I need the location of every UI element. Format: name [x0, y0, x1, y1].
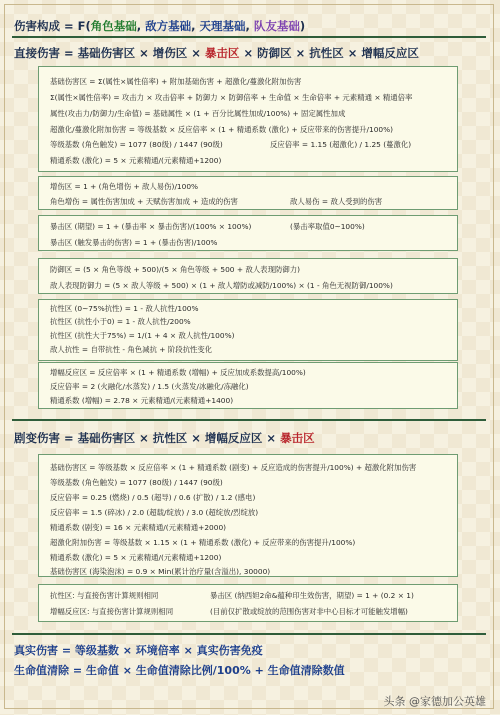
formula-line: 反应倍率 = 0.25 (燃烧) / 0.5 (超导) / 0.6 (扩散) / 1.2 (感电) [50, 493, 256, 502]
separator [12, 36, 486, 38]
formula-line: 抗性区 (0~75%抗性) = 1 - 敌人抗性/100% [50, 304, 199, 313]
formula-line: 敌人抗性 = 自带抗性 - 角色减抗 + 阶段抗性变化 [50, 345, 213, 354]
formula-line: 精通系数 (激化) = 5 × 元素精通/(元素精通+1200) [50, 156, 222, 165]
header-part-teammate: 队友基础 [253, 19, 300, 33]
watermark: 头条 @家德加公英雄 [383, 695, 486, 708]
formula-line: 精通系数 (剧变) = 16 × 元素精通/(元素精通+2000) [50, 523, 227, 532]
formula-line: 增幅反应区 = 反应倍率 × (1 + 精通系数 (增幅) + 反应加成系数提高/100%) [50, 368, 306, 377]
formula-line: 抗性区: 与直接伤害计算规则相同 [50, 591, 159, 600]
formula-line: (暴击率取值0~100%) [290, 222, 365, 231]
formula-line: 精通系数 (增幅) = 2.78 × 元素精通/(元素精通+1400) [50, 396, 234, 405]
direct-title-part-c: × 防御区 × 抗性区 × 增幅反应区 [239, 46, 419, 60]
formula-line: 反应倍率 = 1.5 (碎冰) / 2.0 (超载/绽放) / 3.0 (超绽放/烈绽放) [50, 508, 259, 517]
transformative-damage-title [14, 430, 315, 446]
direct-damage-title [14, 45, 419, 61]
formula-line: 暴击区 (期望) = 1 + (暴击率 × 暴击伤害)/(100% × 100%) [50, 222, 252, 231]
header-part-character: 角色基础 [90, 19, 137, 33]
formula-line: 超激化/蔓激化附加伤害 = 等级基数 × 反应倍率 × (1 + 精通系数 (激化) + 反应带来的伤害提升/100%) [50, 125, 394, 134]
formula-line: 抗性区 (抗性大于75%) = 1/(1 + 4 × 敌人抗性/100%) [50, 331, 235, 340]
transform-title-part-a: 剧变伤害 = 基础伤害区 × 抗性区 × 增幅反应区 × [14, 431, 281, 445]
transform-title-crit: 暴击区 [280, 431, 315, 445]
formula-line: 抗性区 (抗性小于0) = 1 - 敌人抗性/200% [50, 317, 191, 326]
formula-line: 等级基数 (角色触发) = 1077 (80级) / 1447 (90级) [50, 478, 223, 487]
formula-line: 暴击区 (纳西妲2命&蕴种印生效伤害，期望) = 1 + (0.2 × 1) [210, 591, 414, 600]
formula-line: 基础伤害区 (海染泡沫) = 0.9 × Min(累计治疗量(含溢出), 30000) [50, 567, 271, 576]
separator [12, 419, 486, 421]
formula-line: Σ(属性×属性倍率) = 攻击力 × 攻击倍率 + 防御力 × 防御倍率 + 生命值 × 生命倍率 + 元素精通 × 精通倍率 [50, 93, 413, 102]
formula-line: 属性(攻击力/防御力/生命值) = 基础属性 × (1 + 百分比属性加成/100%) + 固定属性加成 [50, 109, 346, 118]
formula-line: 暴击区 (触发暴击的伤害) = 1 + (暴击伤害)/100% [50, 238, 218, 247]
formula-line: (目前仅扩散或绽放的范围伤害对非中心目标才可能触发增幅) [210, 607, 408, 616]
formula-line: 敌人表现防御力 = (5 × 敌人等级 + 500) × (1 + 敌人增防或减防/100%) × (1 - 角色无视防御/100%) [50, 281, 393, 290]
header-prefix: 伤害构成 = F( [14, 19, 91, 33]
formula-line: 反应倍率 = 1.15 (超激化) / 1.25 (蔓激化) [270, 140, 412, 149]
direct-title-crit: 暴击区 [204, 46, 240, 60]
formula-line: 敌人易伤 = 敌人受到的伤害 [290, 197, 383, 206]
formula-line: 等级基数 (角色触发) = 1077 (80级) / 1447 (90级) [50, 140, 223, 149]
header-part-enemy: 敌方基础 [145, 19, 192, 33]
formula-line: 增幅反应区: 与直接伤害计算规则相同 [50, 607, 174, 616]
formula-line: 基础伤害区 = Σ(属性×属性倍率) + 附加基础伤害 + 超激化/蔓激化附加伤害 [50, 77, 302, 86]
header-part-system: 天理基础 [199, 19, 246, 33]
separator [12, 633, 486, 635]
formula-line: 超激化附加伤害 = 等级基数 × 1.15 × (1 + 精通系数 (激化) + 反应带来的伤害提升/100%) [50, 538, 356, 547]
header-suffix: ) [299, 19, 306, 33]
formula-line: 基础伤害区 = 等级基数 × 反应倍率 × (1 + 精通系数 (剧变) + 反应造成的伤害提升/100%) + 超激化附加伤害 [50, 463, 417, 472]
formula-line: 防御区 = (5 × 角色等级 + 500)/(5 × 角色等级 + 500 + 敌人表现防御力) [50, 265, 301, 274]
damage-formula-header: 伤害构成 = F(角色基础, 敌方基础, 天理基础, 队友基础) [14, 19, 306, 33]
true-damage-formula: 真实伤害 = 等级基数 × 环境倍率 × 真实伤害免疫 [14, 644, 263, 657]
formula-line: 角色增伤 = 属性伤害加成 + 天赋伤害加成 + 造成的伤害 [50, 197, 238, 206]
formula-line: 增伤区 = 1 + (角色增伤 + 敌人易伤)/100% [50, 182, 199, 191]
hp-clear-formula: 生命值清除 = 生命值 × 生命值清除比例/100% + 生命值清除数值 [14, 664, 345, 677]
formula-line: 反应倍率 = 2 (火融化/水蒸发) / 1.5 (火蒸发/冰融化/冻融化) [50, 382, 249, 391]
direct-title-part-a: 直接伤害 = 基础伤害区 × 增伤区 × [14, 46, 205, 60]
formula-line: 精通系数 (激化) = 5 × 元素精通/(元素精通+1200) [50, 553, 222, 562]
